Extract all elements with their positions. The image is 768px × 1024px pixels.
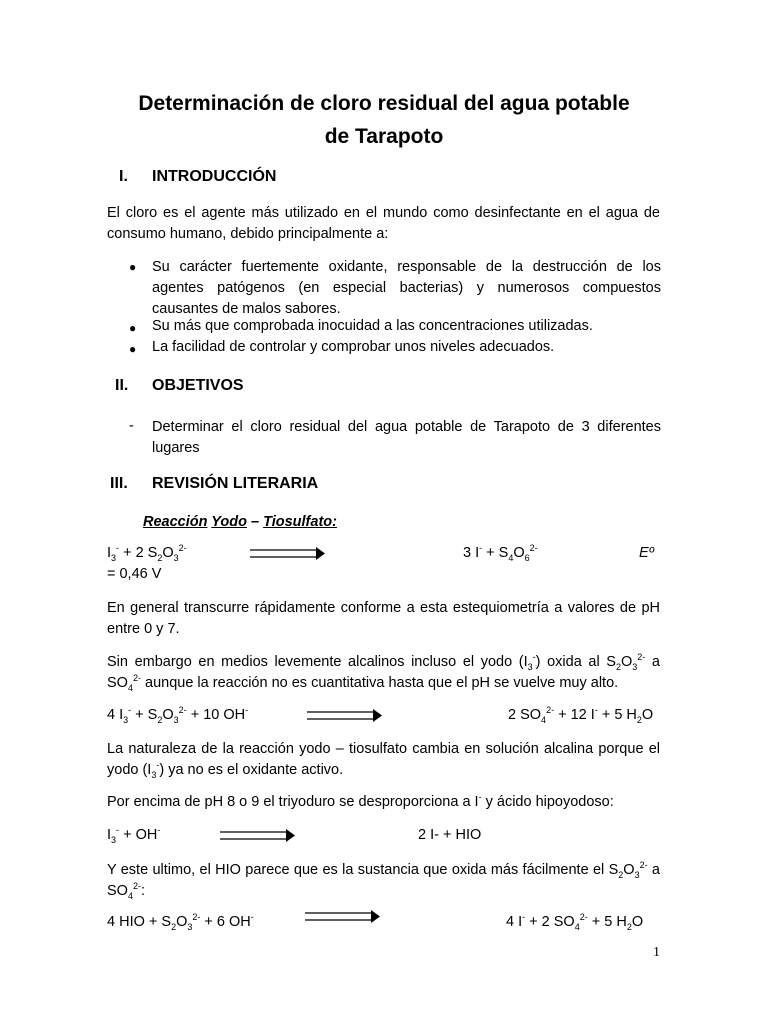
equation-1-potential-value: = 0,46 V xyxy=(107,566,162,582)
paragraph-5: Y este ultimo, el HIO parece que es la sustancia que oxida más fácilmente el $S_2O_3^{2-}$ a $SO_4^{2-}$: xyxy=(107,860,660,901)
section-number-2: II. xyxy=(115,377,129,394)
document-title-line1: Determinación de cloro residual del agua potable xyxy=(138,92,630,115)
page-number: 1 xyxy=(653,945,660,960)
equation-1-reactants: $I_3^- + 2$ $S_2O_3^{2-}$ xyxy=(107,543,187,563)
paragraph-4: Por encima de pH 8 o 9 el triyoduro se desproporciona a I- y ácido hipoyodoso: xyxy=(107,792,614,810)
intro-bullet-1: Su carácter fuertemente oxidante, responsable de la destrucción de los agentes patógenos (en especial bacterias) y numerosos compuestos causantes de malos sabores. xyxy=(152,259,661,317)
intro-bullet-3: La facilidad de controlar y comprobar unos niveles adecuados. xyxy=(152,339,555,355)
reaction-arrow-icon xyxy=(220,828,296,844)
paragraph-1: En general transcurre rápidamente conforme a esta estequiometría a valores de pH entre 0 y 7. xyxy=(107,600,660,637)
paragraph-2: Sin embargo en medios levemente alcalinos incluso el yodo $(I_3^-)$ oxida al $S_2O_3^{2-}$ a $SO_4^{2-}$ aunque la reacción no es cuantitativa hasta que el pH se vuelve muy alto. xyxy=(107,652,660,693)
bullet-marker: ● xyxy=(129,321,137,335)
document-title-line2: de Tarapoto xyxy=(324,125,444,148)
paragraph-3: La naturaleza de la reacción yodo – tiosulfato cambia en solución alcalina porque el yodo $(I_3^-)$ ya no es el oxidante activo. xyxy=(107,741,660,780)
reaction-arrow-icon xyxy=(305,909,381,925)
intro-bullet-2: Su más que comprobada inocuidad a las concentraciones utilizadas. xyxy=(152,318,593,334)
reaction-title: Reacción Yodo – Tiosulfato: xyxy=(143,514,337,530)
reaction-arrow-icon xyxy=(307,708,383,724)
equation-2-reactants: 4 $I_3^- + S_2O_3^{2-} + 10$ OH- xyxy=(107,705,249,725)
objective-dash: - xyxy=(129,418,134,434)
equation-4-products: 4 I- + 2 $SO_4^{2-} + 5$ $H_2O$ xyxy=(506,912,644,932)
equation-1-potential-label: Eº xyxy=(639,545,654,561)
section-number-3: III. xyxy=(110,475,128,492)
section-title-objetivos: OBJETIVOS xyxy=(152,377,244,394)
section-title-introduccion: INTRODUCCIÓN xyxy=(152,168,277,185)
section-title-revision-literaria: REVISIÓN LITERARIA xyxy=(152,475,319,492)
equation-3-reactants: $I_3^- + OH^-$ xyxy=(107,825,161,845)
objective-item: Determinar el cloro residual del agua potable de Tarapoto de 3 diferentes lugares xyxy=(152,419,661,456)
section-number-1: I. xyxy=(119,168,128,185)
equation-4-reactants: 4 HIO + $S_2O_3^{2-} + 6$ OH- xyxy=(107,912,254,932)
reaction-arrow-icon xyxy=(250,546,326,562)
intro-paragraph: El cloro es el agente más utilizado en el mundo como desinfectante en el agua de consumo humano, debido principalmente a: xyxy=(107,205,660,242)
equation-3-products: 2 I- + HIO xyxy=(418,827,482,843)
equation-2-products: 2 $SO_4^{2-} + 12$ I- + 5 $H_2O$ xyxy=(508,705,654,725)
bullet-marker: ● xyxy=(129,260,137,274)
bullet-marker: ● xyxy=(129,342,137,356)
equation-1-products: 3 $I^- + S_4O_6^{2-}$ xyxy=(463,543,538,563)
